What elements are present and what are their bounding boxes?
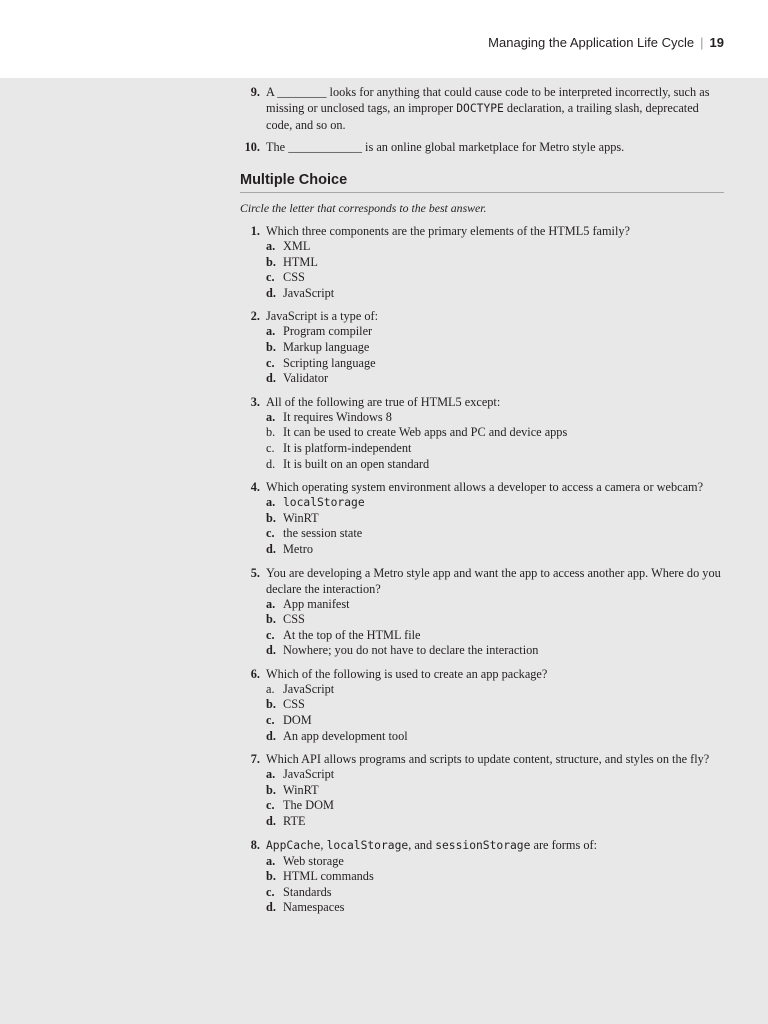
option-letter: c.	[266, 440, 275, 455]
option-letter: a.	[266, 409, 276, 424]
question-number: 2.	[250, 309, 260, 324]
option-text: CSS	[283, 270, 305, 285]
option-text: At the top of the HTML file	[283, 627, 421, 642]
option-letter: c.	[266, 713, 275, 728]
answer-option[interactable]	[266, 729, 724, 745]
answer-option[interactable]	[266, 612, 724, 628]
answer-option[interactable]	[266, 371, 724, 387]
option-text: Validator	[283, 371, 329, 386]
header-separator: |	[700, 35, 704, 50]
option-letter: d.	[266, 285, 276, 300]
option-letter: d.	[266, 900, 276, 915]
question-text: The ____________ is an online global marketplace for Metro style apps.	[266, 140, 625, 154]
option-letter: b.	[266, 510, 276, 525]
option-letter: c.	[266, 627, 275, 642]
question-number: 8.	[250, 837, 260, 852]
option-letter: b.	[266, 254, 276, 269]
option-letter: a.	[266, 681, 275, 696]
option-letter: c.	[266, 798, 275, 813]
answer-option[interactable]	[266, 597, 724, 613]
option-letter: d.	[266, 728, 276, 743]
option-text: Standards	[283, 884, 332, 899]
option-letter: a.	[266, 853, 276, 868]
option-letter: c.	[266, 355, 275, 370]
option-letter: b.	[266, 869, 276, 884]
question-text: Which three components are the primary elements of the HTML5 family?	[266, 224, 630, 238]
question-text: All of the following are true of HTML5 except:	[266, 394, 501, 409]
question-3	[240, 394, 724, 472]
answer-option[interactable]	[266, 628, 724, 644]
question-text: Which API allows programs and scripts to update content, structure, and styles on the fly?	[266, 752, 710, 767]
question-6	[240, 666, 724, 744]
question-text-part: are forms of:	[530, 837, 597, 852]
code-term: localStorage	[326, 838, 409, 852]
answer-option[interactable]	[266, 495, 724, 511]
question-2	[240, 308, 724, 386]
answer-options	[266, 239, 724, 301]
option-text: XML	[283, 239, 311, 253]
question-text: Which of the following is used to create an app package?	[266, 666, 548, 681]
answer-option[interactable]	[266, 697, 724, 713]
answer-option[interactable]	[266, 526, 724, 542]
fill-in-question-10	[240, 139, 724, 155]
answer-options	[266, 410, 724, 472]
question-number: 5.	[250, 565, 260, 580]
answer-option[interactable]	[266, 542, 724, 558]
answer-option[interactable]	[266, 324, 724, 340]
option-text: the session state	[283, 526, 363, 541]
section-heading: Multiple Choice	[240, 171, 724, 193]
question-number: 9.	[250, 85, 260, 99]
option-text: Nowhere; you do not have to declare the interaction	[283, 643, 539, 658]
question-number: 4.	[250, 480, 260, 495]
answer-option[interactable]	[266, 410, 724, 426]
code-term: DOCTYPE	[456, 102, 504, 115]
option-text: It is built on an open standard	[283, 456, 430, 471]
option-text: Namespaces	[283, 900, 345, 915]
page-number: 19	[709, 35, 724, 50]
question-8	[240, 837, 724, 916]
question-4	[240, 479, 724, 557]
option-text: DOM	[283, 713, 312, 728]
page-content	[240, 84, 724, 916]
question-number: 1.	[250, 224, 260, 238]
question-list	[240, 223, 724, 916]
answer-options	[266, 324, 724, 386]
option-text: An app development tool	[283, 728, 408, 743]
question-text-part: ,	[320, 837, 327, 852]
option-letter: d.	[266, 371, 276, 386]
option-letter: a.	[266, 239, 276, 253]
option-text: JavaScript	[283, 681, 335, 696]
question-text-part: declaration, a trailing slash, deprecated code, and so on.	[266, 101, 699, 132]
option-letter: a.	[266, 324, 276, 339]
question-text: JavaScript is a type of:	[266, 309, 379, 324]
question-number: 10.	[244, 140, 260, 154]
answer-option[interactable]	[266, 239, 724, 255]
answer-option[interactable]	[266, 286, 724, 302]
answer-options	[266, 495, 724, 557]
option-letter: b.	[266, 697, 276, 712]
option-text: Program compiler	[283, 324, 373, 339]
option-text: It can be used to create Web apps and PC and device apps	[283, 425, 568, 440]
answer-option[interactable]	[266, 356, 724, 372]
answer-option[interactable]	[266, 643, 724, 659]
question-text: Which operating system environment allows a developer to access a camera or webcam?	[266, 480, 704, 495]
option-text: localStorage	[283, 496, 365, 510]
answer-option[interactable]	[266, 425, 724, 441]
answer-option[interactable]	[266, 270, 724, 286]
option-text: CSS	[283, 697, 305, 712]
question-text-part: , and	[408, 837, 436, 852]
chapter-title: Managing the Application Life Cycle	[488, 35, 695, 50]
option-text: RTE	[283, 814, 306, 829]
answer-option[interactable]	[266, 511, 724, 527]
option-text: Metro	[283, 541, 314, 556]
section-instructions: Circle the letter that corresponds to the best answer.	[240, 201, 487, 215]
question-number: 7.	[250, 752, 260, 767]
option-text: CSS	[283, 612, 305, 627]
option-letter: d.	[266, 643, 276, 658]
option-text: Markup language	[283, 339, 370, 354]
question-text-part: A ________ looks for anything that could cause code to be interpreted incorrectly, such as missing or unclosed tags, an improper	[266, 85, 710, 115]
answer-option[interactable]	[266, 885, 724, 901]
question-text	[266, 837, 724, 854]
option-text: WinRT	[283, 510, 319, 525]
option-letter: c.	[266, 884, 275, 899]
answer-option[interactable]	[266, 340, 724, 356]
answer-options	[266, 854, 724, 916]
option-letter: c.	[266, 526, 275, 541]
answer-option[interactable]	[266, 682, 724, 698]
option-letter: c.	[266, 270, 275, 285]
answer-option[interactable]	[266, 814, 724, 830]
option-letter: d.	[266, 814, 276, 829]
answer-option[interactable]	[266, 767, 724, 783]
option-letter: b.	[266, 612, 276, 627]
question-7	[240, 751, 724, 829]
option-text: HTML	[283, 254, 318, 269]
answer-option[interactable]	[266, 798, 724, 814]
option-text: The DOM	[283, 798, 334, 813]
option-letter: b.	[266, 425, 276, 440]
option-letter: d.	[266, 541, 276, 556]
answer-option[interactable]	[266, 457, 724, 473]
option-letter: b.	[266, 339, 276, 354]
option-text: App manifest	[283, 596, 350, 611]
answer-option[interactable]	[266, 900, 724, 916]
question-1	[240, 223, 724, 301]
answer-option[interactable]	[266, 854, 724, 870]
answer-options	[266, 767, 724, 829]
answer-options	[266, 682, 724, 744]
option-letter: d.	[266, 456, 276, 471]
answer-option[interactable]	[266, 869, 724, 885]
option-text: It requires Windows 8	[283, 409, 392, 424]
answer-option[interactable]	[266, 783, 724, 799]
option-letter: a.	[266, 767, 276, 782]
option-text: Web storage	[283, 853, 344, 868]
answer-option[interactable]	[266, 441, 724, 457]
option-text: JavaScript	[283, 285, 335, 300]
answer-option[interactable]	[266, 255, 724, 271]
answer-option[interactable]	[266, 713, 724, 729]
question-text: You are developing a Metro style app and want the app to access another app. Where do you declare the interaction?	[266, 565, 721, 596]
question-number: 3.	[250, 394, 260, 409]
answer-options	[266, 597, 724, 659]
option-text: WinRT	[283, 782, 319, 797]
question-number: 6.	[250, 666, 260, 681]
page-header	[0, 0, 768, 78]
running-head	[488, 35, 724, 50]
option-text: HTML commands	[283, 869, 374, 884]
option-letter: b.	[266, 782, 276, 797]
question-5	[240, 565, 724, 659]
option-letter: a.	[266, 495, 276, 510]
option-text: Scripting language	[283, 355, 376, 370]
code-term: sessionStorage	[435, 838, 531, 852]
option-letter: a.	[266, 596, 276, 611]
option-text: JavaScript	[283, 767, 335, 782]
code-term: AppCache	[266, 838, 321, 852]
option-text: It is platform-independent	[283, 440, 412, 455]
fill-in-question-9	[240, 84, 724, 133]
